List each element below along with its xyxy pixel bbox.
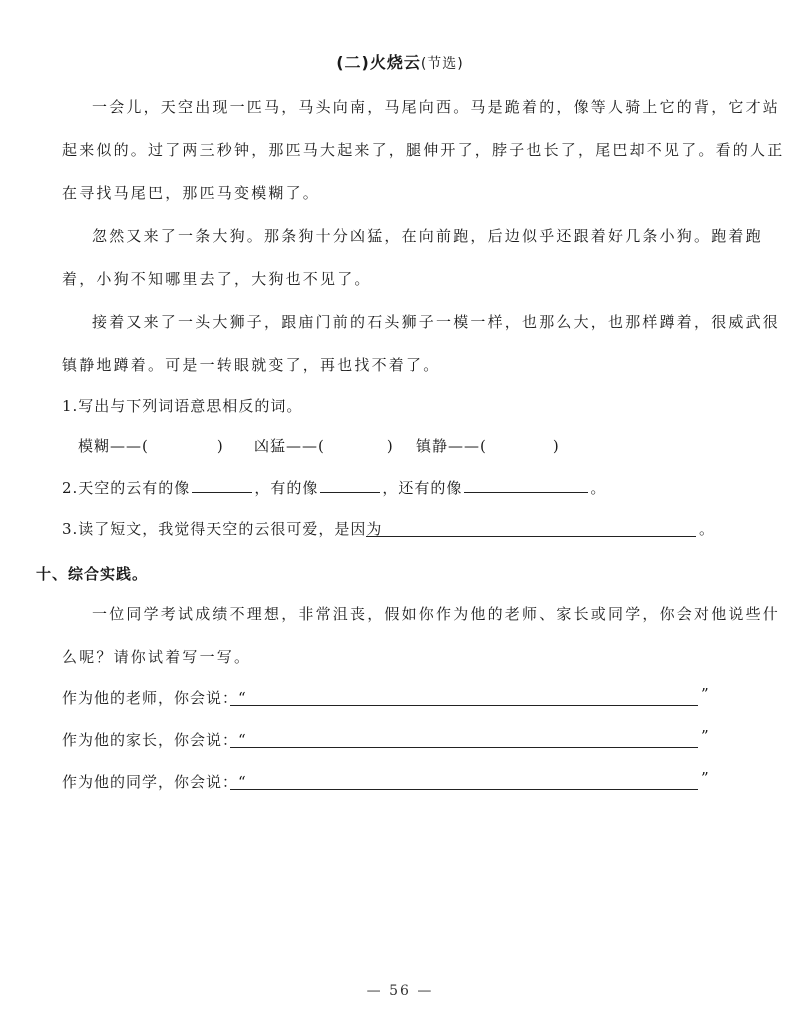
q3-end: 。 [699, 520, 716, 538]
q1-item-1-label: 模糊——( [78, 437, 149, 455]
q1-item-2-close: ) [386, 437, 394, 455]
q2-blank-3[interactable] [464, 478, 588, 493]
q1-item-2 [254, 435, 394, 456]
q2 [62, 477, 606, 498]
passage-title [0, 50, 800, 73]
passage-line-1: 一会儿，天空出现一匹马，马头向南，马尾向西。马是跪着的，像等人骑上它的背，它才站 [92, 98, 781, 116]
q1-item-3-close: ) [552, 437, 560, 455]
classmate-prompt: 作为他的同学，你会说：“ [62, 773, 247, 791]
q2-part-b: ，有的像 [254, 479, 319, 497]
classmate-answer-line[interactable] [230, 789, 698, 790]
passage-line-3: 在寻找马尾巴，那匹马变模糊了。 [62, 184, 321, 202]
classmate-close-quote: ” [701, 769, 710, 787]
q2-part-c: ，还有的像 [382, 479, 463, 497]
parent-close-quote: ” [701, 727, 710, 745]
passage-line-5: 着，小狗不知哪里去了，大狗也不见了。 [62, 270, 372, 288]
q3-prompt: 3.读了短文，我觉得天空的云很可爱，是因为 [62, 520, 383, 538]
section-10-intro-1: 一位同学考试成绩不理想，非常沮丧，假如你作为他的老师、家长或同学，你会对他说些什 [92, 605, 781, 623]
passage-line-2: 起来似的。过了两三秒钟，那匹马大起来了，腿伸开了，脖子也长了，尾巴却不见了。看的人正 [62, 141, 785, 159]
page-number: — 56 — [366, 983, 434, 999]
q1-prompt: 1.写出与下列词语意思相反的词。 [62, 397, 303, 415]
parent-prompt: 作为他的家长，你会说：“ [62, 731, 247, 749]
q2-part-a: 2.天空的云有的像 [62, 479, 191, 497]
title-sub: (节选) [420, 56, 464, 72]
passage-line-6: 接着又来了一头大狮子，跟庙门前的石头狮子一模一样，也那么大，也那样蹲着，很威武很 [92, 313, 781, 331]
q2-part-d: 。 [590, 479, 607, 497]
section-10-heading: 十、综合实践。 [36, 565, 149, 583]
q3-answer-line[interactable] [366, 536, 696, 537]
q1-item-1-close: ) [216, 437, 224, 455]
teacher-prompt: 作为他的老师，你会说：“ [62, 689, 247, 707]
section-10-intro-2: 么呢？请你试着写一写。 [62, 648, 252, 666]
q1-item-1 [78, 435, 224, 456]
q2-blank-2[interactable] [320, 478, 380, 493]
passage-line-4: 忽然又来了一条大狗。那条狗十分凶猛，在向前跑，后边似乎还跟着好几条小狗。跑着跑 [92, 227, 763, 245]
passage-line-7: 镇静地蹲着。可是一转眼就变了，再也找不着了。 [62, 356, 441, 374]
teacher-answer-line[interactable] [230, 705, 698, 706]
title-main: (二)火烧云 [336, 53, 421, 72]
q1-item-3-label: 镇静——( [416, 437, 487, 455]
q2-blank-1[interactable] [192, 478, 252, 493]
teacher-close-quote: ” [701, 685, 710, 703]
q1-item-3 [416, 435, 560, 456]
q1-item-2-label: 凶猛——( [254, 437, 325, 455]
parent-answer-line[interactable] [230, 747, 698, 748]
